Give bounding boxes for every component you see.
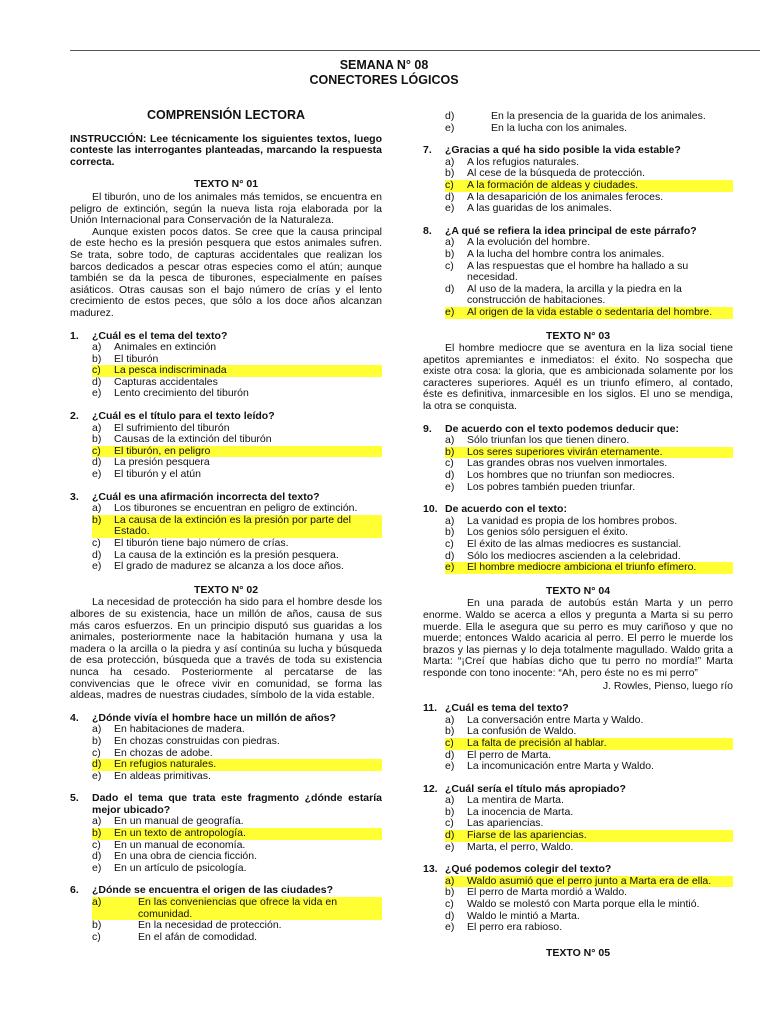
- answer-option: [92, 932, 382, 944]
- option-letter: c): [445, 180, 467, 192]
- option-text: El perro de Marta mordió a Waldo.: [467, 886, 628, 899]
- option-letter: c): [445, 817, 454, 830]
- option-letter: a): [92, 341, 102, 354]
- option-text: En un manual de geografía.: [114, 815, 244, 828]
- question-text: Dado el tema que trata este fragmento ¿dónde estaría mejor ubicado?: [92, 792, 382, 816]
- option-letter: a): [92, 723, 102, 736]
- option-letter: d): [92, 456, 102, 469]
- option-letter: e): [92, 560, 102, 573]
- option-letter: b): [445, 725, 455, 738]
- question-text: ¿Cuál sería el título más apropiado?: [445, 782, 626, 795]
- text-1-paragraph-2: Aunque existen pocos datos. Se cree que la causa principal de este hecho es la presión pesquera que estos animales sufren. Se trata, sobre todo, de capturas accidentales que realizan los barcos dedicados a pescar otras especies como el atún; aunque también se da la pesca de tiburones, especialmente en países asiáticos. Otras causas son el bajo número de crías y el lento crecimiento de estos peces, que sólo a los doce años alcanzan madurez.: [70, 225, 382, 319]
- option-letter: a): [445, 876, 467, 888]
- answer-option: [92, 759, 382, 771]
- option-letter: a): [92, 502, 102, 515]
- option-letter: b): [445, 886, 455, 899]
- answer-option: [445, 203, 733, 215]
- option-letter: b): [445, 247, 455, 260]
- answer-option: [92, 388, 382, 400]
- option-text: Marta, el perro, Waldo.: [467, 840, 574, 853]
- answer-option: [445, 899, 733, 911]
- option-letter: a): [445, 794, 455, 807]
- top-rule: [70, 50, 760, 51]
- option-text: En una obra de ciencia ficción.: [114, 850, 258, 863]
- option-letter: d): [92, 850, 102, 863]
- option-text: La pesca indiscriminada: [114, 365, 382, 377]
- option-letter: e): [445, 840, 455, 853]
- question-text: ¿Cuál es el tema del texto?: [92, 329, 228, 342]
- option-letter: c): [445, 538, 454, 550]
- option-letter: d): [92, 548, 102, 561]
- text-4-title: TEXTO N° 04: [545, 584, 611, 597]
- question-12: [423, 784, 733, 854]
- option-letter: b): [445, 526, 455, 539]
- answer-option: [445, 249, 733, 261]
- option-letter: d): [445, 748, 455, 761]
- option-letter: a): [445, 434, 455, 447]
- question-text: ¿Cuál es tema del texto?: [445, 702, 569, 715]
- option-text: La conversación entre Marta y Waldo.: [467, 713, 644, 726]
- answer-option: [92, 469, 382, 481]
- option-text: Los pobres también pueden triunfar.: [467, 480, 636, 493]
- option-letter: e): [445, 921, 455, 934]
- option-letter: e): [92, 769, 102, 782]
- question-text: ¿Cuál es el título para el texto leído?: [92, 410, 275, 423]
- option-letter: e): [445, 121, 455, 134]
- option-letter: b): [92, 734, 102, 747]
- option-letter: b): [445, 447, 467, 459]
- option-text: Waldo le mintió a Marta.: [467, 909, 580, 922]
- option-letter: d): [92, 375, 102, 388]
- answer-option: [92, 897, 382, 920]
- question-9: [423, 424, 733, 494]
- option-text: Animales en extinción: [114, 341, 217, 354]
- option-text: Lento crecimiento del tiburón: [114, 387, 249, 400]
- option-text: La mentira de Marta.: [467, 794, 564, 807]
- option-letter: c): [445, 898, 454, 911]
- option-text: En un manual de economía.: [114, 838, 246, 851]
- question-6: [70, 885, 382, 943]
- option-text: El tiburón: [114, 352, 159, 365]
- answer-option: [445, 470, 733, 482]
- question-number: 12.: [423, 782, 438, 795]
- text-4-source: J. Rowles, Pienso, luego río: [602, 679, 733, 692]
- option-text-highlighted: La causa de la extinción es la presión por parte del Estado.: [114, 515, 382, 538]
- option-letter: b): [92, 433, 102, 446]
- answer-option: [445, 842, 733, 854]
- option-letter: c): [92, 746, 101, 759]
- option-text: Sólo los mediocres ascienden a la celebridad.: [467, 549, 681, 562]
- answer-option: [445, 180, 733, 192]
- option-text: En la necesidad de protección.: [138, 919, 282, 932]
- option-text: La presión pesquera: [114, 456, 210, 469]
- option-letter: b): [92, 919, 102, 932]
- option-text: La inocencia de Marta.: [467, 805, 574, 818]
- option-letter: b): [92, 515, 114, 538]
- text-1-title: TEXTO N° 01: [193, 178, 259, 191]
- answer-option: [445, 111, 733, 123]
- option-letter: d): [445, 190, 455, 203]
- option-text: En la lucha con los animales.: [491, 121, 627, 134]
- question-10: [423, 504, 733, 574]
- option-text-highlighted: Fiarse de las apariencias.: [467, 830, 733, 842]
- question-header: [70, 411, 382, 423]
- option-text: El éxito de las almas mediocres es sustancial.: [467, 538, 682, 550]
- option-letter: a): [445, 155, 455, 168]
- question-header: [70, 793, 382, 816]
- week-title: SEMANA N° 08: [339, 58, 429, 72]
- left-column: [70, 110, 382, 943]
- option-text: En chozas de adobe.: [114, 746, 213, 759]
- answer-option: [92, 538, 382, 550]
- answer-option: [445, 261, 733, 284]
- option-text: El sufrimiento del tiburón: [114, 421, 230, 434]
- option-text: A los refugios naturales.: [467, 155, 580, 168]
- option-text: Las grandes obras nos vuelven inmortales.: [467, 457, 668, 470]
- option-letter: d): [92, 759, 114, 771]
- option-text: La causa de la extinción es la presión pesquera.: [114, 548, 339, 561]
- answer-option: [92, 771, 382, 783]
- option-letter: b): [445, 805, 455, 818]
- option-letter: e): [92, 861, 102, 874]
- option-letter: d): [445, 909, 455, 922]
- topic-title: CONECTORES LÓGICOS: [309, 73, 459, 87]
- answer-option: [445, 922, 733, 934]
- option-letter: b): [92, 352, 102, 365]
- option-letter: a): [92, 815, 102, 828]
- answer-option: [445, 539, 733, 551]
- option-letter: e): [445, 562, 467, 574]
- option-letter: c): [445, 457, 454, 470]
- option-letter: d): [445, 549, 455, 562]
- option-letter: c): [92, 446, 114, 458]
- option-letter: e): [92, 468, 102, 481]
- answer-option: [92, 736, 382, 748]
- answer-option: [92, 561, 382, 573]
- option-text-highlighted: En refugios naturales.: [114, 759, 382, 771]
- option-text: El tiburón tiene bajo número de crías.: [114, 537, 289, 549]
- option-text: Los genios sólo persiguen el éxito.: [467, 526, 629, 539]
- option-text: En chozas construidas con piedras.: [114, 734, 280, 747]
- answer-option: [445, 284, 733, 307]
- option-text: A la desaparición de los animales feroces.: [467, 190, 664, 203]
- question-text: ¿Cuál es una afirmación incorrecta del texto?: [92, 490, 320, 503]
- answer-option: [445, 738, 733, 750]
- question-number: 3.: [70, 490, 79, 503]
- option-text: Sólo triunfan los que tienen dinero.: [467, 434, 630, 447]
- question-1: [70, 331, 382, 401]
- option-text: Al cese de la búsqueda de protección.: [467, 167, 646, 180]
- option-text: En un artículo de psicología.: [114, 861, 247, 874]
- option-letter: e): [445, 307, 467, 319]
- text-4-paragraph-1: En una parada de autobús están Marta y un perro enorme. Waldo se acerca a ellos y pregunta a Marta si su perro muerde. Ella le asegura que su perro es muy cariñoso y que no muerde; entonces Waldo acaricia al perro. El perro le muerde los brazos y las piernas y lo deja totalmente magullado. Waldo grita a Marta: “¡Creí que habías dicho que tu perro no mordía!” Marta responde con tono inocente: “Ah, pero éste no es mi perro”: [423, 597, 733, 679]
- question-number: 11.: [423, 702, 438, 715]
- question-number: 4.: [70, 711, 79, 724]
- question-3: [70, 492, 382, 573]
- question-8: [423, 226, 733, 319]
- option-letter: c): [92, 365, 114, 377]
- option-text: En la presencia de la guarida de los animales.: [491, 110, 706, 122]
- option-letter: b): [92, 828, 114, 840]
- question-13: [423, 864, 733, 934]
- question-text: ¿Qué podemos colegir del texto?: [445, 863, 612, 876]
- answer-option: [445, 307, 733, 319]
- option-text: En habitaciones de madera.: [114, 723, 245, 736]
- option-text-highlighted: Al origen de la vida estable o sedentaria del hombre.: [467, 307, 733, 319]
- answer-option: [92, 828, 382, 840]
- question-text: De acuerdo con el texto podemos deducir que:: [445, 422, 679, 435]
- option-text: Las apariencias.: [467, 817, 544, 830]
- option-text-highlighted: Waldo asumió que el perro junto a Marta era de ella.: [467, 876, 733, 888]
- option-letter: c): [92, 930, 101, 943]
- instruction: INSTRUCCIÓN: Lee técnicamente los siguientes textos, luego conteste las interrogantes planteadas, marcando la respuesta correcta.: [70, 132, 382, 168]
- question-number: 8.: [423, 224, 432, 237]
- option-text: Causas de la extinción del tiburón: [114, 433, 272, 446]
- option-letter: d): [445, 110, 455, 122]
- option-letter: e): [445, 202, 455, 215]
- option-letter: d): [445, 469, 455, 482]
- option-letter: c): [445, 738, 467, 750]
- text-1-paragraph-1: El tiburón, uno de los animales más temidos, se encuentra en peligro de extinción, según la nueva lista roja elaborada por la Unión Internacional para Conservación de la Naturaleza.: [70, 190, 382, 227]
- option-text: Los tiburones se encuentran en peligro de extinción.: [114, 502, 358, 515]
- question-number: 1.: [70, 329, 79, 342]
- option-letter: c): [92, 537, 101, 549]
- answer-option: [445, 830, 733, 842]
- option-text: Capturas accidentales: [114, 375, 218, 388]
- option-text: En el afán de comodidad.: [138, 930, 258, 943]
- option-text: A la lucha del hombre contra los animales.: [467, 247, 665, 260]
- question-number: 13.: [423, 863, 438, 876]
- option-letter: c): [92, 838, 101, 851]
- option-letter: a): [92, 897, 138, 920]
- option-text: Al uso de la madera, la arcilla y la piedra en la construcción de habitaciones.: [467, 282, 682, 307]
- text-3-paragraph-1: El hombre mediocre que se aventura en la liza social tiene apetitos apremiantes e inmediatos: el éxito. No sospecha que existe otra cosa: la gloria, que es ambicionada solamente por los caracteres superiores. Aquél es un triunfo efímero, al contado, éste es definitiva, inmarcesible en los siglos. El uno se mendiga, la otra se conquista.: [423, 342, 733, 413]
- right-column: [423, 111, 733, 960]
- answer-option: [92, 863, 382, 875]
- question-2: [70, 411, 382, 481]
- text-2-title: TEXTO N° 02: [193, 583, 259, 596]
- option-text: La vanidad es propia de los hombres probos.: [467, 514, 678, 527]
- option-letter: c): [445, 259, 454, 272]
- option-text-highlighted: El hombre mediocre ambiciona el triunfo efímero.: [467, 562, 733, 574]
- option-text: El perro de Marta.: [467, 748, 552, 761]
- question-text: ¿Gracias a qué ha sido posible la vida estable?: [445, 144, 681, 157]
- option-text: El tiburón y el atún: [114, 468, 201, 481]
- option-letter: d): [445, 830, 467, 842]
- question-5: [70, 793, 382, 874]
- option-text: Waldo se molestó con Marta porque ella le mintió.: [467, 898, 700, 911]
- option-text: La incomunicación entre Marta y Waldo.: [467, 760, 654, 773]
- option-text: El perro era rabioso.: [467, 921, 563, 934]
- question-7: [423, 145, 733, 215]
- option-text: A la evolución del hombre.: [467, 236, 591, 249]
- text-5-title: TEXTO N° 05: [545, 946, 611, 959]
- question-number: 2.: [70, 410, 79, 423]
- answer-option: [445, 123, 733, 135]
- option-text-highlighted: En un texto de antropología.: [114, 828, 382, 840]
- option-letter: a): [445, 713, 455, 726]
- option-letter: e): [445, 760, 455, 773]
- option-text: El grado de madurez se alcanza a los doce años.: [114, 560, 344, 573]
- option-text: En aldeas primitivas.: [114, 769, 211, 782]
- text-3-title: TEXTO N° 03: [545, 329, 611, 342]
- question-number: 6.: [70, 884, 79, 897]
- question-6-continued: [423, 111, 733, 134]
- section-title: COMPRENSIÓN LECTORA: [146, 108, 306, 122]
- option-text-highlighted: A la formación de aldeas y ciudades.: [467, 180, 733, 192]
- option-letter: a): [445, 514, 455, 527]
- question-header: [423, 703, 733, 715]
- question-text: ¿A qué se refiera la idea principal de este párrafo?: [445, 224, 697, 237]
- question-text: ¿Dónde vivía el hombre hace un millón de años?: [92, 711, 336, 724]
- question-11: [423, 703, 733, 773]
- question-number: 7.: [423, 144, 432, 157]
- answer-option: [92, 342, 382, 354]
- option-letter: d): [445, 282, 455, 295]
- answer-option: [445, 562, 733, 574]
- option-text: A las guaridas de los animales.: [467, 202, 612, 215]
- option-letter: e): [445, 480, 455, 493]
- option-letter: e): [92, 387, 102, 400]
- answer-option: [445, 482, 733, 494]
- question-4: [70, 713, 382, 783]
- question-text: De acuerdo con el texto:: [445, 503, 567, 516]
- question-number: 5.: [70, 792, 79, 805]
- text-2-paragraph-1: La necesidad de protección ha sido para el hombre desde los albores de su existencia, hace un millón de años, causa de sus más caros esfuerzos. En un principio disputó sus guaridas a los animales, posteriormente nace la habitación humana y usa la madera o la arcilla o la piedra y así continúa su lucha y búsqueda de esa protección, búsqueda que a través de toda su existencia nunca ha cesado. Posteriormente al percatarse de las convivencias que le ofrece vivir en comunidad, se forma las aldeas, madres de nuestras ciudades, símbolo de la vida estable.: [70, 596, 382, 702]
- question-number: 10.: [423, 503, 438, 516]
- option-text-highlighted: El tiburón, en peligro: [114, 446, 382, 458]
- option-text-highlighted: La falta de precisión al hablar.: [467, 738, 733, 750]
- option-text: A las respuestas que el hombre ha hallado a su necesidad.: [467, 259, 689, 284]
- option-text: La confusión de Waldo.: [467, 725, 577, 738]
- question-number: 9.: [423, 422, 432, 435]
- option-letter: b): [445, 167, 455, 180]
- question-text: ¿Dónde se encuentra el origen de las ciudades?: [92, 884, 333, 897]
- option-letter: a): [92, 421, 102, 434]
- answer-option: [445, 761, 733, 773]
- option-letter: a): [445, 236, 455, 249]
- option-text-highlighted: Los seres superiores vivirán eternamente.: [467, 447, 733, 459]
- option-text: Los hombres que no triunfan son mediocres.: [467, 469, 675, 482]
- option-text-highlighted: En las conveniencias que ofrece la vida en comunidad.: [138, 897, 382, 920]
- answer-option: [92, 515, 382, 538]
